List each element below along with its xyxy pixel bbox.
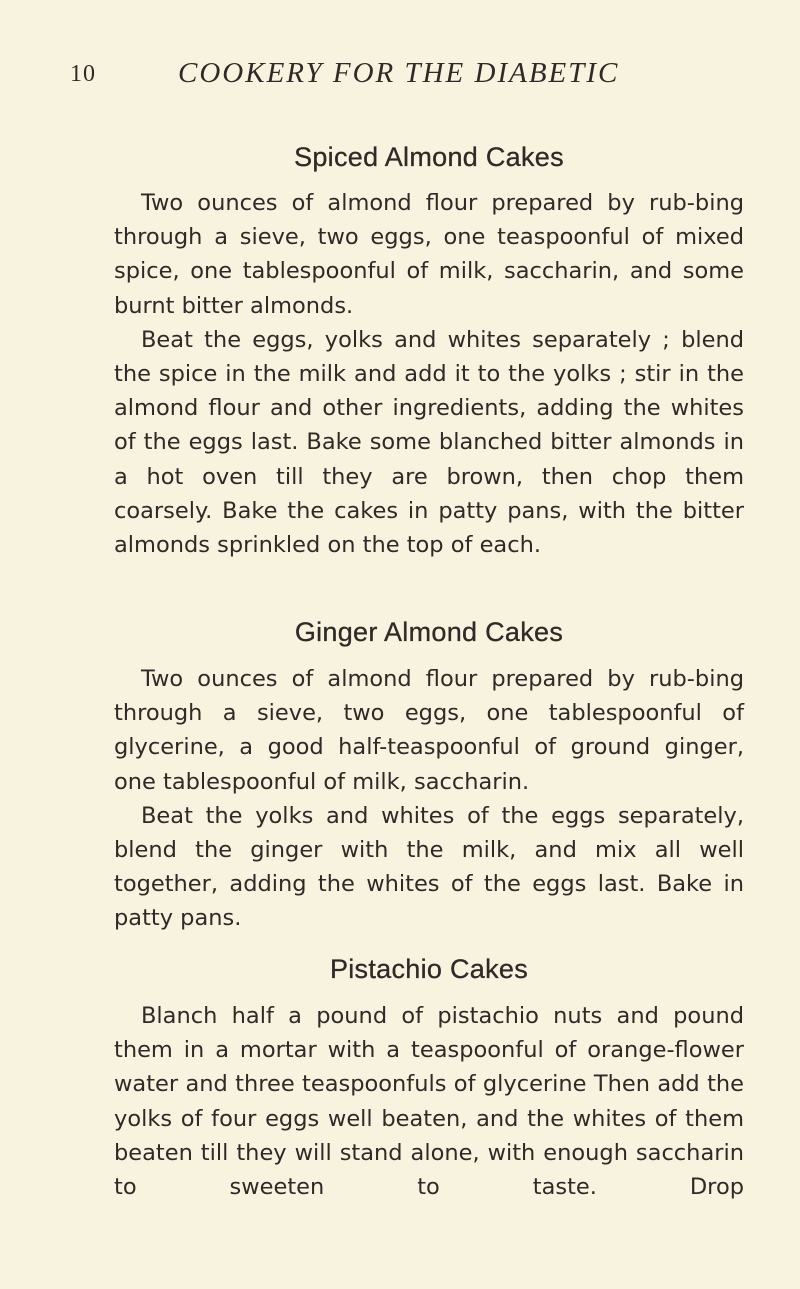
recipe-paragraph: Beat the yolks and whites of the eggs separately, blend the ginger with the milk, and mix all well together, adding the whites of the eggs last. Bake in patty pans. bbox=[114, 802, 744, 932]
recipe-title: Spiced Almond Cakes bbox=[294, 142, 564, 172]
recipe-paragraph: Beat the eggs, yolks and whites separately ; blend the spice in the milk and add it to the yolks ; stir in the almond flour and other ingredients, adding the whites of the eggs last. Bake some blanched bitter almonds in a hot oven till they are brown, then chop them coarsely. Bake the cakes in patty pans, with the bitter almonds sprinkled on the top of each. bbox=[114, 326, 744, 559]
recipe-paragraph: Two ounces of almond flour prepared by rub-bing through a sieve, two eggs, one tablespoonful of glycerine, a good half-teaspoonful of ground ginger, one tablespoonful of milk, saccharin. bbox=[114, 666, 744, 795]
recipe-ginger-almond-cakes bbox=[114, 617, 744, 936]
running-head bbox=[0, 57, 800, 97]
book-title: COOKERY FOR THE DIABETIC bbox=[178, 57, 620, 89]
recipe-title: Ginger Almond Cakes bbox=[294, 617, 564, 647]
recipe-paragraph: Two ounces of almond flour prepared by rub-bing through a sieve, two eggs, one teaspoonful of mixed spice, one tablespoonful of milk, saccharin, and some burnt bitter almonds. bbox=[114, 190, 744, 319]
recipe-paragraph: Blanch half a pound of pistachio nuts and pound them in a mortar with a teaspoonful of orange-flower water and three teaspoonfuls of glycerine Then add the yolks of four eggs well beaten, and the whites of them beaten till they will stand alone, with enough saccharin to sweeten to taste. Drop bbox=[114, 1003, 744, 1201]
page-number: 10 bbox=[70, 61, 96, 87]
recipe-title: Pistachio Cakes bbox=[329, 954, 529, 984]
recipe-pistachio-cakes bbox=[114, 954, 744, 1204]
recipe-spiced-almond-cakes bbox=[114, 142, 744, 562]
